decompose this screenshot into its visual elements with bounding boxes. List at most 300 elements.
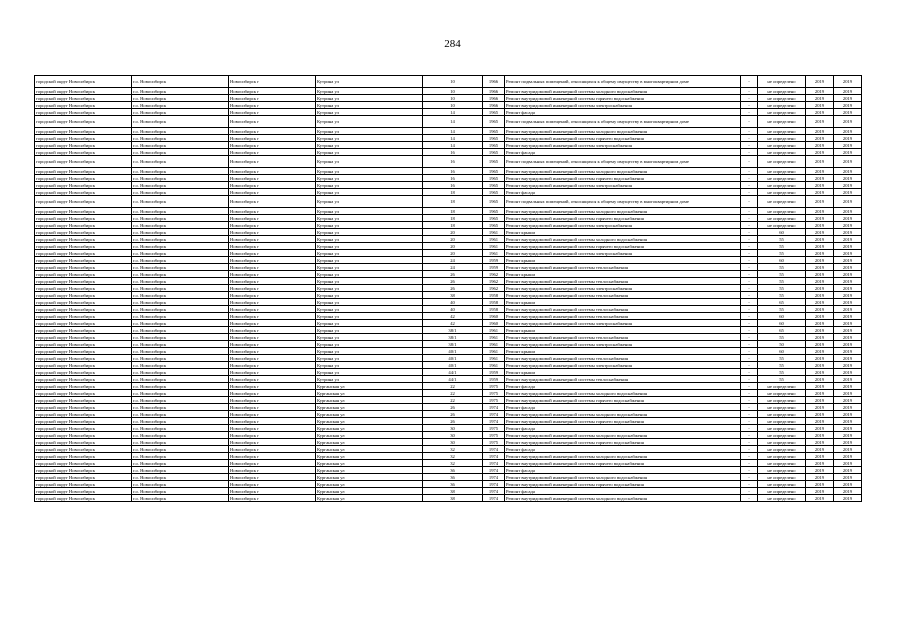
municipality-cell: г.о. Новосибирск (132, 306, 229, 313)
table-row (35, 313, 862, 320)
wear-percent-cell: 55 (758, 278, 806, 285)
house-number-cell: 38/1 (423, 334, 483, 341)
table-row (35, 292, 862, 299)
build-year-cell: 1965 (483, 116, 505, 128)
wear-percent-cell: не определено (758, 383, 806, 390)
municipal-district-cell: городской округ Новосибирск (35, 460, 132, 467)
dash-cell: - (741, 76, 758, 88)
street-cell: Кутрина ул (316, 341, 423, 348)
wear-percent-cell: не определено (758, 404, 806, 411)
street-cell: Кутрина ул (316, 334, 423, 341)
wear-percent-cell: 55 (758, 362, 806, 369)
house-number-cell: 38 (423, 488, 483, 495)
table-row (35, 348, 862, 355)
build-year-cell: 1965 (483, 109, 505, 116)
house-number-cell: 40 (423, 306, 483, 313)
dash-cell: - (741, 460, 758, 467)
municipality-cell: г.о. Новосибирск (132, 460, 229, 467)
dash-cell: - (741, 341, 758, 348)
plan-year-start-cell: 2019 (806, 481, 834, 488)
plan-year-end-cell: 2019 (834, 215, 862, 222)
municipal-district-cell: городской округ Новосибирск (35, 390, 132, 397)
table-row (35, 425, 862, 432)
work-type-cell: Ремонт внутридомовой инженерной системы электроснабжения (505, 102, 741, 109)
plan-year-start-cell: 2019 (806, 306, 834, 313)
wear-percent-cell: 55 (758, 285, 806, 292)
plan-year-start-cell: 2019 (806, 76, 834, 88)
street-cell: Кутрина ул (316, 208, 423, 215)
work-type-cell: Ремонт внутридомовой инженерной системы холодного водоснабжения (505, 474, 741, 481)
locality-cell: Новосибирск г (229, 215, 316, 222)
table-row (35, 411, 862, 418)
municipal-district-cell: городской округ Новосибирск (35, 446, 132, 453)
street-cell: Кутрина ул (316, 116, 423, 128)
plan-year-start-cell: 2019 (806, 397, 834, 404)
locality-cell: Новосибирск г (229, 102, 316, 109)
plan-year-end-cell: 2019 (834, 229, 862, 236)
dash-cell: - (741, 168, 758, 175)
house-number-cell: 40/1 (423, 362, 483, 369)
plan-year-end-cell: 2019 (834, 467, 862, 474)
plan-year-end-cell: 2019 (834, 175, 862, 182)
work-type-cell: Ремонт внутридомовой инженерной системы теплоснабжения (505, 355, 741, 362)
wear-percent-cell: 55 (758, 264, 806, 271)
table-row (35, 222, 862, 229)
locality-cell: Новосибирск г (229, 348, 316, 355)
municipality-cell: г.о. Новосибирск (132, 135, 229, 142)
municipal-district-cell: городской округ Новосибирск (35, 425, 132, 432)
build-year-cell: 1974 (483, 411, 505, 418)
build-year-cell: 1975 (483, 432, 505, 439)
municipality-cell: г.о. Новосибирск (132, 292, 229, 299)
table-row (35, 196, 862, 208)
build-year-cell: 1961 (483, 348, 505, 355)
plan-year-start-cell: 2019 (806, 446, 834, 453)
street-cell: Курганская ул (316, 383, 423, 390)
street-cell: Кутрина ул (316, 175, 423, 182)
municipal-district-cell: городской округ Новосибирск (35, 474, 132, 481)
work-type-cell: Ремонт внутридомовой инженерной системы горячего водоснабжения (505, 397, 741, 404)
dash-cell: - (741, 425, 758, 432)
plan-year-start-cell: 2019 (806, 196, 834, 208)
wear-percent-cell: не определено (758, 95, 806, 102)
house-number-cell: 30 (423, 425, 483, 432)
locality-cell: Новосибирск г (229, 196, 316, 208)
house-number-cell: 32 (423, 446, 483, 453)
municipality-cell: г.о. Новосибирск (132, 149, 229, 156)
wear-percent-cell: 55 (758, 271, 806, 278)
locality-cell: Новосибирск г (229, 362, 316, 369)
municipal-district-cell: городской округ Новосибирск (35, 285, 132, 292)
municipal-district-cell: городской округ Новосибирск (35, 243, 132, 250)
wear-percent-cell: не определено (758, 196, 806, 208)
table-row (35, 432, 862, 439)
locality-cell: Новосибирск г (229, 222, 316, 229)
wear-percent-cell: не определено (758, 135, 806, 142)
street-cell: Кутрина ул (316, 299, 423, 306)
house-number-cell: 10 (423, 95, 483, 102)
house-number-cell: 20 (423, 243, 483, 250)
street-cell: Кутрина ул (316, 95, 423, 102)
plan-year-start-cell: 2019 (806, 418, 834, 425)
house-number-cell: 16 (423, 182, 483, 189)
build-year-cell: 1965 (483, 168, 505, 175)
street-cell: Кутрина ул (316, 142, 423, 149)
locality-cell: Новосибирск г (229, 236, 316, 243)
table-row (35, 189, 862, 196)
house-number-cell: 30 (423, 432, 483, 439)
plan-year-end-cell: 2019 (834, 355, 862, 362)
locality-cell: Новосибирск г (229, 334, 316, 341)
wear-percent-cell: 50 (758, 341, 806, 348)
plan-year-end-cell: 2019 (834, 250, 862, 257)
municipality-cell: г.о. Новосибирск (132, 439, 229, 446)
plan-year-end-cell: 2019 (834, 76, 862, 88)
house-number-cell: 26 (423, 285, 483, 292)
locality-cell: Новосибирск г (229, 271, 316, 278)
municipality-cell: г.о. Новосибирск (132, 116, 229, 128)
table-row (35, 208, 862, 215)
dash-cell: - (741, 271, 758, 278)
plan-year-start-cell: 2019 (806, 453, 834, 460)
table-row (35, 128, 862, 135)
table-row (35, 109, 862, 116)
municipal-district-cell: городской округ Новосибирск (35, 102, 132, 109)
plan-year-start-cell: 2019 (806, 495, 834, 502)
dash-cell: - (741, 292, 758, 299)
municipality-cell: г.о. Новосибирск (132, 168, 229, 175)
street-cell: Кутрина ул (316, 264, 423, 271)
house-number-cell: 26 (423, 404, 483, 411)
plan-year-end-cell: 2019 (834, 362, 862, 369)
build-year-cell: 1974 (483, 460, 505, 467)
municipal-district-cell: городской округ Новосибирск (35, 236, 132, 243)
house-number-cell: 36 (423, 467, 483, 474)
table-row (35, 327, 862, 334)
locality-cell: Новосибирск г (229, 208, 316, 215)
street-cell: Курганская ул (316, 411, 423, 418)
municipality-cell: г.о. Новосибирск (132, 313, 229, 320)
plan-year-end-cell: 2019 (834, 285, 862, 292)
municipality-cell: г.о. Новосибирск (132, 299, 229, 306)
municipal-district-cell: городской округ Новосибирск (35, 439, 132, 446)
work-type-cell: Ремонт внутридомовой инженерной системы горячего водоснабжения (505, 243, 741, 250)
dash-cell: - (741, 453, 758, 460)
house-number-cell: 10 (423, 76, 483, 88)
work-type-cell: Ремонт внутридомовой инженерной системы горячего водоснабжения (505, 481, 741, 488)
plan-year-end-cell: 2019 (834, 432, 862, 439)
locality-cell: Новосибирск г (229, 313, 316, 320)
build-year-cell: 1960 (483, 313, 505, 320)
street-cell: Кутрина ул (316, 285, 423, 292)
municipal-district-cell: городской округ Новосибирск (35, 306, 132, 313)
municipality-cell: г.о. Новосибирск (132, 271, 229, 278)
work-type-cell: Ремонт внутридомовой инженерной системы холодного водоснабжения (505, 128, 741, 135)
plan-year-start-cell: 2019 (806, 116, 834, 128)
dash-cell: - (741, 135, 758, 142)
house-number-cell: 18 (423, 215, 483, 222)
plan-year-start-cell: 2019 (806, 383, 834, 390)
table-row (35, 383, 862, 390)
dash-cell: - (741, 278, 758, 285)
build-year-cell: 1960 (483, 320, 505, 327)
street-cell: Кутрина ул (316, 215, 423, 222)
locality-cell: Новосибирск г (229, 425, 316, 432)
plan-year-start-cell: 2019 (806, 243, 834, 250)
street-cell: Кутрина ул (316, 355, 423, 362)
municipal-district-cell: городской округ Новосибирск (35, 341, 132, 348)
municipality-cell: г.о. Новосибирск (132, 102, 229, 109)
plan-year-start-cell: 2019 (806, 271, 834, 278)
locality-cell: Новосибирск г (229, 250, 316, 257)
plan-year-start-cell: 2019 (806, 334, 834, 341)
municipality-cell: г.о. Новосибирск (132, 390, 229, 397)
build-year-cell: 1966 (483, 102, 505, 109)
table-row (35, 135, 862, 142)
wear-percent-cell: не определено (758, 189, 806, 196)
locality-cell: Новосибирск г (229, 418, 316, 425)
build-year-cell: 1965 (483, 142, 505, 149)
municipal-district-cell: городской округ Новосибирск (35, 481, 132, 488)
build-year-cell: 1975 (483, 383, 505, 390)
plan-year-end-cell: 2019 (834, 189, 862, 196)
table-row (35, 369, 862, 376)
wear-percent-cell: 55 (758, 306, 806, 313)
table-row (35, 76, 862, 88)
municipal-district-cell: городской округ Новосибирск (35, 196, 132, 208)
build-year-cell: 1962 (483, 285, 505, 292)
municipal-district-cell: городской округ Новосибирск (35, 128, 132, 135)
street-cell: Кутрина ул (316, 189, 423, 196)
dash-cell: - (741, 109, 758, 116)
dash-cell: - (741, 495, 758, 502)
work-type-cell: Ремонт внутридомовой инженерной системы холодного водоснабжения (505, 168, 741, 175)
street-cell: Кутрина ул (316, 229, 423, 236)
wear-percent-cell: 55 (758, 250, 806, 257)
build-year-cell: 1966 (483, 95, 505, 102)
work-type-cell: Ремонт фасада (505, 149, 741, 156)
plan-year-end-cell: 2019 (834, 128, 862, 135)
street-cell: Курганская ул (316, 481, 423, 488)
build-year-cell: 1965 (483, 182, 505, 189)
plan-year-end-cell: 2019 (834, 222, 862, 229)
plan-year-start-cell: 2019 (806, 278, 834, 285)
house-number-cell: 18 (423, 208, 483, 215)
street-cell: Кутрина ул (316, 278, 423, 285)
dash-cell: - (741, 348, 758, 355)
work-type-cell: Ремонт внутридомовой инженерной системы электроснабжения (505, 142, 741, 149)
work-type-cell: Ремонт внутридомовой инженерной системы теплоснабжения (505, 306, 741, 313)
plan-year-start-cell: 2019 (806, 142, 834, 149)
wear-percent-cell: не определено (758, 446, 806, 453)
wear-percent-cell: не определено (758, 460, 806, 467)
municipality-cell: г.о. Новосибирск (132, 418, 229, 425)
street-cell: Курганская ул (316, 397, 423, 404)
street-cell: Кутрина ул (316, 243, 423, 250)
build-year-cell: 1974 (483, 488, 505, 495)
plan-year-end-cell: 2019 (834, 348, 862, 355)
locality-cell: Новосибирск г (229, 439, 316, 446)
build-year-cell: 1965 (483, 175, 505, 182)
plan-year-end-cell: 2019 (834, 116, 862, 128)
work-type-cell: Ремонт внутридомовой инженерной системы теплоснабжения (505, 313, 741, 320)
build-year-cell: 1965 (483, 215, 505, 222)
dash-cell: - (741, 418, 758, 425)
dash-cell: - (741, 376, 758, 383)
municipality-cell: г.о. Новосибирск (132, 467, 229, 474)
municipality-cell: г.о. Новосибирск (132, 432, 229, 439)
house-number-cell: 20 (423, 229, 483, 236)
build-year-cell: 1974 (483, 446, 505, 453)
locality-cell: Новосибирск г (229, 341, 316, 348)
street-cell: Кутрина ул (316, 149, 423, 156)
municipal-district-cell: городской округ Новосибирск (35, 397, 132, 404)
plan-year-start-cell: 2019 (806, 327, 834, 334)
plan-year-end-cell: 2019 (834, 278, 862, 285)
work-type-cell: Ремонт внутридомовой инженерной системы горячего водоснабжения (505, 175, 741, 182)
plan-year-start-cell: 2019 (806, 156, 834, 168)
house-number-cell: 18 (423, 222, 483, 229)
work-type-cell: Ремонт внутридомовой инженерной системы холодного водоснабжения (505, 453, 741, 460)
wear-percent-cell: не определено (758, 453, 806, 460)
municipal-district-cell: городской округ Новосибирск (35, 88, 132, 95)
municipal-district-cell: городской округ Новосибирск (35, 467, 132, 474)
build-year-cell: 1961 (483, 243, 505, 250)
locality-cell: Новосибирск г (229, 156, 316, 168)
plan-year-end-cell: 2019 (834, 142, 862, 149)
dash-cell: - (741, 334, 758, 341)
work-type-cell: Ремонт подвальных помещений, относящихся к общему имуществу в многоквартирном доме (505, 116, 741, 128)
locality-cell: Новосибирск г (229, 109, 316, 116)
municipal-district-cell: городской округ Новосибирск (35, 168, 132, 175)
dash-cell: - (741, 481, 758, 488)
dash-cell: - (741, 88, 758, 95)
house-number-cell: 26 (423, 411, 483, 418)
table-row (35, 320, 862, 327)
municipal-district-cell: городской округ Новосибирск (35, 264, 132, 271)
build-year-cell: 1965 (483, 189, 505, 196)
build-year-cell: 1975 (483, 425, 505, 432)
table-row (35, 397, 862, 404)
locality-cell: Новосибирск г (229, 481, 316, 488)
plan-year-end-cell: 2019 (834, 243, 862, 250)
plan-year-end-cell: 2019 (834, 149, 862, 156)
plan-year-end-cell: 2019 (834, 327, 862, 334)
work-type-cell: Ремонт внутридомовой инженерной системы электроснабжения (505, 285, 741, 292)
wear-percent-cell: 55 (758, 334, 806, 341)
work-type-cell: Ремонт крыши (505, 327, 741, 334)
work-type-cell: Ремонт крыши (505, 257, 741, 264)
municipality-cell: г.о. Новосибирск (132, 348, 229, 355)
house-number-cell: 42 (423, 313, 483, 320)
work-type-cell: Ремонт внутридомовой инженерной системы горячего водоснабжения (505, 95, 741, 102)
wear-percent-cell: не определено (758, 425, 806, 432)
plan-year-end-cell: 2019 (834, 257, 862, 264)
wear-percent-cell: 60 (758, 257, 806, 264)
wear-percent-cell: 65 (758, 327, 806, 334)
street-cell: Курганская ул (316, 446, 423, 453)
municipality-cell: г.о. Новосибирск (132, 362, 229, 369)
plan-year-end-cell: 2019 (834, 495, 862, 502)
work-type-cell: Ремонт внутридомовой инженерной системы теплоснабжения (505, 334, 741, 341)
table-row (35, 299, 862, 306)
street-cell: Курганская ул (316, 404, 423, 411)
table-row (35, 236, 862, 243)
wear-percent-cell: не определено (758, 76, 806, 88)
build-year-cell: 1962 (483, 271, 505, 278)
municipality-cell: г.о. Новосибирск (132, 327, 229, 334)
build-year-cell: 1961 (483, 341, 505, 348)
municipality-cell: г.о. Новосибирск (132, 425, 229, 432)
plan-year-start-cell: 2019 (806, 467, 834, 474)
municipal-district-cell: городской округ Новосибирск (35, 320, 132, 327)
wear-percent-cell: не определено (758, 418, 806, 425)
municipality-cell: г.о. Новосибирск (132, 236, 229, 243)
municipal-district-cell: городской округ Новосибирск (35, 383, 132, 390)
dash-cell: - (741, 327, 758, 334)
table-row (35, 250, 862, 257)
table-row (35, 156, 862, 168)
plan-year-start-cell: 2019 (806, 109, 834, 116)
municipal-district-cell: городской округ Новосибирск (35, 149, 132, 156)
page-number: 284 (444, 38, 461, 50)
plan-year-start-cell: 2019 (806, 222, 834, 229)
plan-year-start-cell: 2019 (806, 355, 834, 362)
street-cell: Кутрина ул (316, 313, 423, 320)
house-number-cell: 40 (423, 299, 483, 306)
build-year-cell: 1974 (483, 474, 505, 481)
locality-cell: Новосибирск г (229, 257, 316, 264)
house-number-cell: 44/1 (423, 376, 483, 383)
dash-cell: - (741, 243, 758, 250)
plan-year-start-cell: 2019 (806, 390, 834, 397)
municipality-cell: г.о. Новосибирск (132, 397, 229, 404)
house-number-cell: 38 (423, 495, 483, 502)
plan-year-end-cell: 2019 (834, 264, 862, 271)
street-cell: Кутрина ул (316, 320, 423, 327)
dash-cell: - (741, 257, 758, 264)
dash-cell: - (741, 149, 758, 156)
plan-year-start-cell: 2019 (806, 95, 834, 102)
house-number-cell: 16 (423, 149, 483, 156)
table-row (35, 229, 862, 236)
locality-cell: Новосибирск г (229, 432, 316, 439)
locality-cell: Новосибирск г (229, 285, 316, 292)
table-row (35, 495, 862, 502)
table-row (35, 474, 862, 481)
build-year-cell: 1965 (483, 196, 505, 208)
municipal-district-cell: городской округ Новосибирск (35, 271, 132, 278)
plan-year-end-cell: 2019 (834, 306, 862, 313)
work-type-cell: Ремонт фасада (505, 446, 741, 453)
house-number-cell: 40/1 (423, 348, 483, 355)
locality-cell: Новосибирск г (229, 76, 316, 88)
plan-year-end-cell: 2019 (834, 299, 862, 306)
municipality-cell: г.о. Новосибирск (132, 215, 229, 222)
build-year-cell: 1961 (483, 236, 505, 243)
locality-cell: Новосибирск г (229, 278, 316, 285)
street-cell: Кутрина ул (316, 292, 423, 299)
build-year-cell: 1965 (483, 156, 505, 168)
municipal-district-cell: городской округ Новосибирск (35, 95, 132, 102)
table-row (35, 467, 862, 474)
municipal-district-cell: городской округ Новосибирск (35, 156, 132, 168)
plan-year-end-cell: 2019 (834, 439, 862, 446)
table-row (35, 306, 862, 313)
build-year-cell: 1966 (483, 88, 505, 95)
table-row (35, 243, 862, 250)
plan-year-start-cell: 2019 (806, 320, 834, 327)
